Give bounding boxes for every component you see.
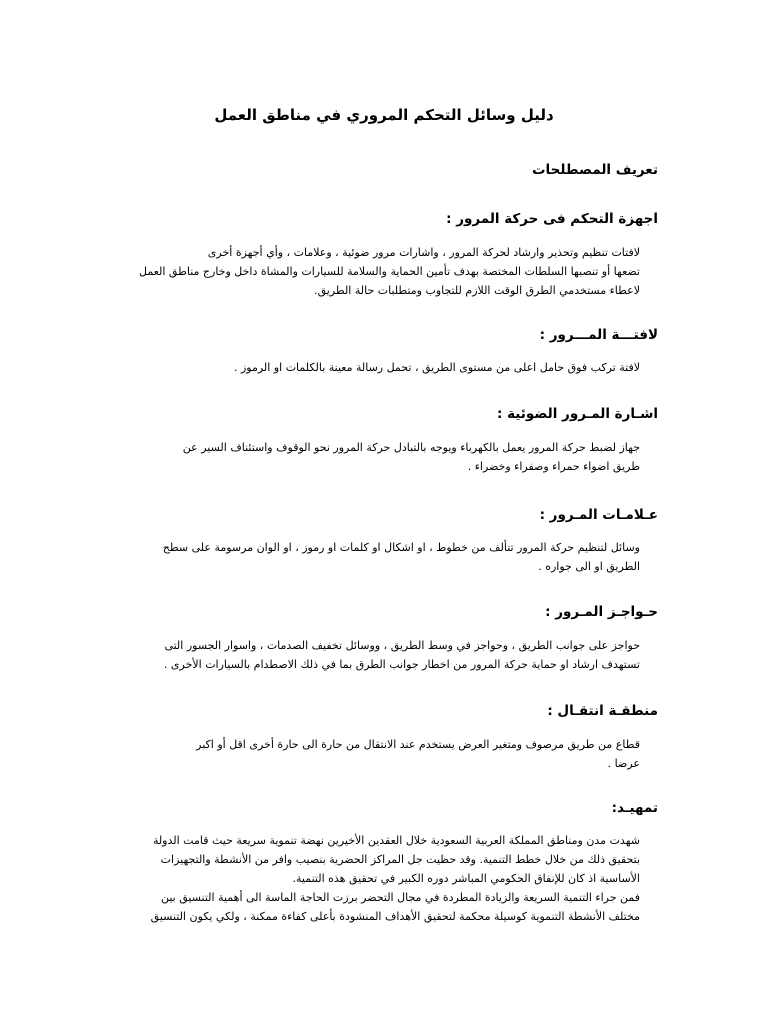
paragraph-traffic-sign [200, 358, 640, 377]
paragraph-transition-zone [160, 735, 640, 773]
paragraph-line: شهدت مدن ومناطق المملكة العربية السعودية خلال العقدين الأخيرين نهضة تنموية سريعة حيث قامت الدولة [152, 834, 640, 847]
paragraph-line: وسائل لتنظيم حركة المرور تتألف من خطوط ، او اشكال او كلمات او رموز ، او الوان مرسومة على سطح [162, 541, 640, 554]
section-heading-control-devices: اجهزة التحكم فى حركة المرور : [446, 211, 658, 227]
section-heading-transition-zone: منطقـة انتقـال : [547, 703, 658, 719]
paragraph-line: لافتة تركب فوق حامل اعلى من مستوى الطريق ، تحمل رسالة معينة بالكلمات او الرموز . [233, 361, 640, 374]
paragraph-line: عرضا . [607, 757, 640, 770]
paragraph-traffic-barriers [120, 636, 640, 674]
paragraph-line: طريق اضواء حمراء وصفراء وخضراء . [467, 460, 640, 473]
paragraph-line: تستهدف ارشاد او حماية حركة المرور من اخطار جوانب الطرق بما في ذلك الاصطدام بالسيارات الأخرى . [163, 658, 640, 671]
paragraph-traffic-light [125, 438, 640, 476]
paragraph-line: مختلف الأنشطة التنموية كوسيلة محكمة لتحقيق الأهداف المنشودة بأعلى كفاءة ممكنة ، ولكي يكون التنسيق [150, 910, 640, 923]
paragraph-line: بتحقيق ذلك من خلال خطط التنمية. وقد حظيت جل المراكز الحضرية بنصيب وافر من الأنشطة والتجهيزات [160, 853, 640, 866]
section-heading-traffic-light: اشـارة المـرور الضوئية : [497, 406, 658, 422]
paragraph-introduction [122, 831, 640, 926]
paragraph-line: حواجز على جوانب الطريق ، وحواجز في وسط الطريق ، ووسائل تخفيف الصدمات ، واسوار الجسور التى [164, 639, 640, 652]
paragraph-line: لافتات تنظيم وتحذير وارشاد لحركة المرور ، واشارات مرور ضوئية ، وعلامات ، وأي أجهزة أخرى [207, 246, 640, 259]
section-heading-definitions: تعريف المصطلحات [531, 162, 658, 178]
paragraph-line: الأساسية اذ كان للإنفاق الحكومي المباشر دوره الكبير في تحقيق هذه التنمية. [292, 872, 640, 885]
paragraph-line: جهاز لضبط حركة المرور يعمل بالكهرباء ويوجه بالتبادل حركة المرور نحو الوقوف واستئناف السير عن [182, 441, 640, 454]
paragraph-line: الطريق او الى جواره . [538, 560, 640, 573]
document-title: دليل وسائل التحكم المروري في مناطق العمل [214, 106, 554, 124]
paragraph-line: لاعطاء مستخدمي الطرق الوقت اللازم للتجاوب ومتطلبات حالة الطريق. [314, 284, 640, 297]
paragraph-traffic-markings [120, 538, 640, 576]
section-heading-traffic-markings: عـلامـات المـرور : [539, 507, 658, 523]
section-heading-traffic-barriers: حـواجـز المـرور : [545, 604, 658, 620]
paragraph-line: تضعها أو تنصبها السلطات المختصة بهدف تأمين الحماية والسلامة للسيارات والمشاة داخل وخارج مناطق العمل [139, 265, 640, 278]
paragraph-line: قطاع من طريق مرصوف ومتغير العرض يستخدم عند الانتقال من حارة الى حارة أخرى اقل أو اكبر [196, 738, 640, 751]
paragraph-control-devices [120, 243, 640, 300]
paragraph-line: فمن جراء التنمية السريعة والزيادة المطردة في مجال التحضر برزت الحاجة الماسة الى أهمية التنسيق بين [160, 891, 640, 904]
section-heading-introduction: تمهيـد: [611, 800, 658, 816]
section-heading-traffic-sign: لافتـــة المـــرور : [539, 327, 658, 343]
